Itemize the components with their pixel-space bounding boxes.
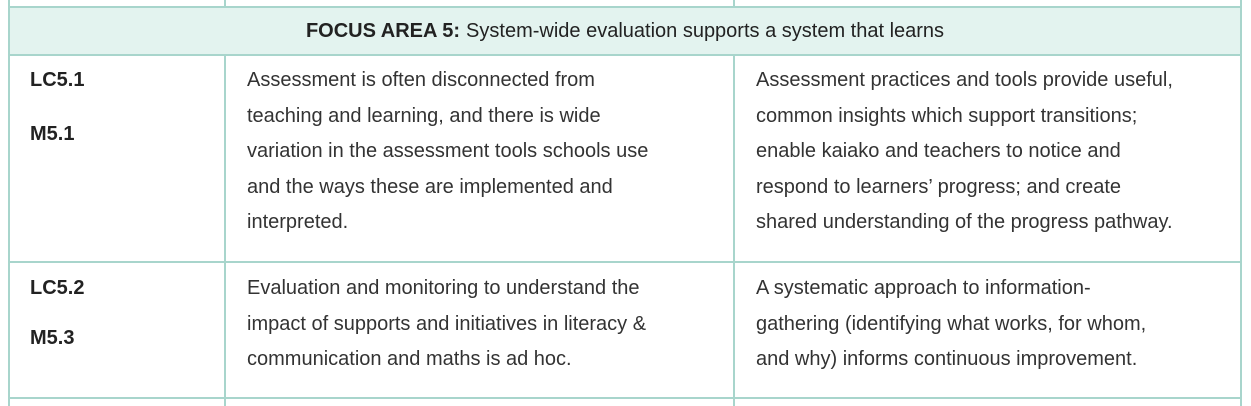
text-line: impact of supports and initiatives in literacy & (247, 312, 647, 335)
row2-current-state (247, 271, 646, 378)
focus-area-header (10, 8, 1240, 54)
text-line: and why) informs continuous improvement. (756, 348, 1138, 370)
text-line: A systematic approach to information- (756, 277, 1091, 299)
text-line: Assessment is often disconnected from (247, 69, 595, 91)
row2-code-1: LC5.2 (30, 277, 85, 299)
column-divider-row1-left (224, 56, 226, 261)
column-divider-row2-right (733, 263, 735, 406)
text-line: gathering (identifying what works, for whom, (756, 312, 1147, 335)
column-divider-row1-right (733, 56, 735, 261)
column-divider-row2-left (224, 263, 226, 406)
text-line: common insights which support transitions; (756, 104, 1138, 127)
row2-future-state (756, 271, 1146, 378)
text-line: and the ways these are implemented and (247, 175, 613, 198)
text-line: Evaluation and monitoring to understand the (247, 277, 640, 299)
row-divider-header (8, 54, 1242, 56)
text-line: enable kaiako and teachers to notice and (756, 140, 1121, 162)
text-line: respond to learners’ progress; and create (756, 175, 1122, 198)
row2-code-2: M5.3 (30, 327, 75, 349)
row1-future-state (756, 63, 1173, 241)
row-divider-2 (8, 397, 1242, 399)
row1-code-2: M5.1 (30, 123, 75, 145)
text-line: Assessment practices and tools provide useful, (756, 69, 1173, 91)
text-line: interpreted. (247, 211, 349, 233)
text-line: teaching and learning, and there is wide (247, 104, 601, 127)
focus-area-title: System-wide evaluation supports a system that learns (466, 19, 945, 42)
text-line: shared understanding of the progress pathway. (756, 211, 1173, 233)
focus-area-label: FOCUS AREA 5: (305, 19, 461, 42)
row-divider-1 (8, 261, 1242, 263)
row1-code-1: LC5.1 (30, 69, 85, 91)
text-line: communication and maths is ad hoc. (247, 348, 572, 370)
row1-current-state (247, 63, 648, 241)
text-line: variation in the assessment tools schools use (247, 140, 649, 162)
